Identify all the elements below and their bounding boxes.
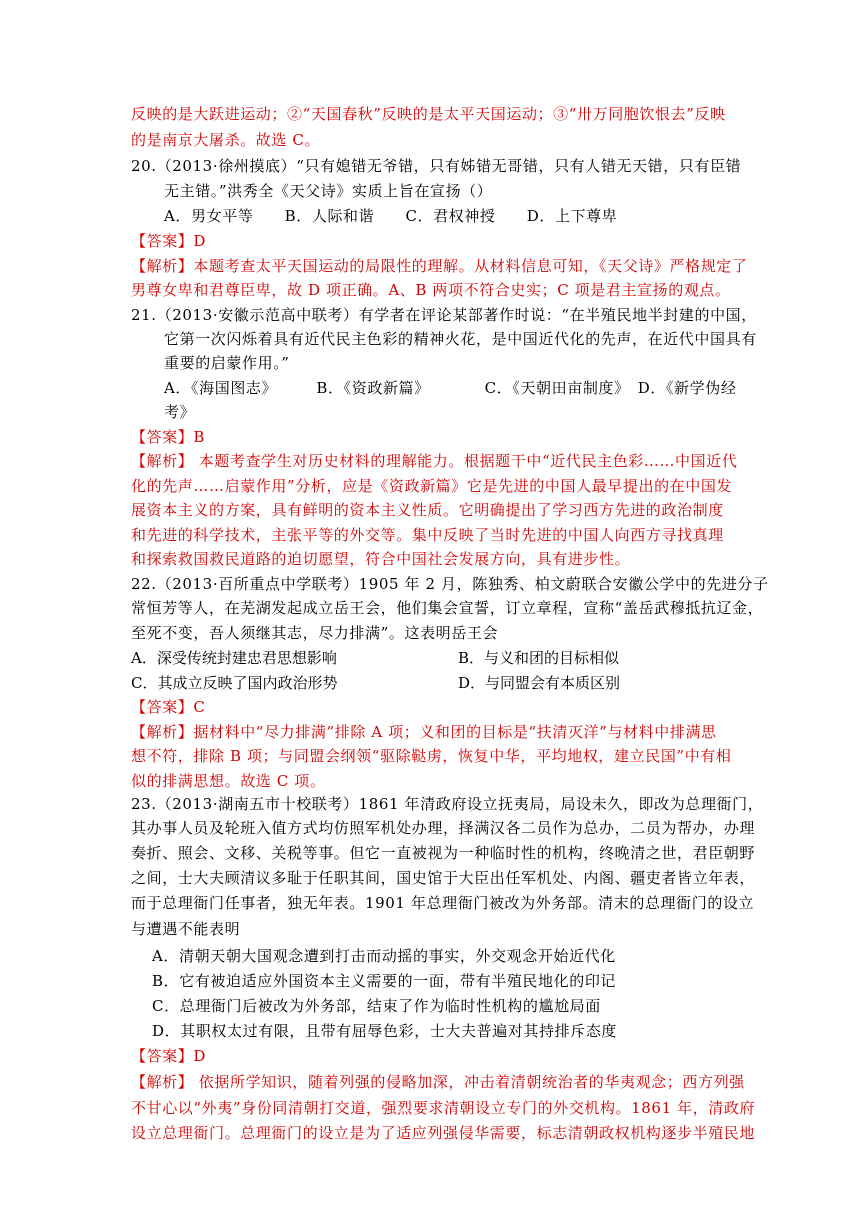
answer-explanation-line: 【答案】D <box>131 1047 207 1065</box>
question-text-line: 常恒芳等人，在芜湖发起成立岳王会，他们集会宣誓，订立章程，宣称“盖岳武穆抵抗辽金， <box>131 599 764 617</box>
question-text-line: 考》 <box>164 403 196 421</box>
question-text-line: 而于总理衙门任事者，独无年表。1901 年总理衙门被改为外务部。清末的总理衙门的设立 <box>131 894 755 912</box>
answer-explanation-line: 【答案】B <box>131 428 206 446</box>
answer-explanation-line: 不甘心以“外夷”身份同清朝打交道，强烈要求清朝设立专门的外交机构。1861 年，清政府 <box>131 1099 756 1117</box>
answer-explanation-line: 的是南京大屠杀。故选 C。 <box>131 131 321 149</box>
answer-explanation-line: 男尊女卑和君尊臣卑，故 D 项正确。A、B 两项不符合史实；C 项是君主宣扬的观点。 <box>131 281 731 299</box>
question-text-line: C．总理衙门后被改为外务部，结束了作为临时性机构的尴尬局面 <box>152 997 601 1015</box>
answer-explanation-line: 【解析】本题考查太平天国运动的局限性的理解。从材料信息可知，《天父诗》严格规定了 <box>131 257 748 275</box>
question-text-line: 它第一次闪烁着具有近代民主色彩的精神火花，是中国近代化的先声，在近代中国具有 <box>164 330 757 348</box>
answer-explanation-line: 【解析】 本题考查学生对历史材料的理解能力。根据题干中“近代民主色彩……中国近代 <box>131 452 738 470</box>
answer-explanation-line: 设立总理衙门。总理衙门的设立是为了适应列强侵华需要，标志清朝政权机构逐步半殖民地 <box>131 1124 756 1142</box>
question-text-line: 无主错。”洪秀全《天父诗》实质上旨在宣扬（） <box>164 182 493 200</box>
answer-explanation-line: 【答案】C <box>131 698 206 716</box>
answer-option: A．深受传统封建忠君思想影响 <box>131 649 337 667</box>
question-text-line: 奏折、照会、文移、关税等事。但它一直被视为一种临时性的机构，终晚清之世，君臣朝野 <box>131 844 756 862</box>
question-text-line: 其办事人员及轮班入值方式均仿照军机处办理，择满汉各二员作为总办，二员为帮办，办理 <box>131 819 756 837</box>
question-text-line: 21.（2013·安徽示范高中联考）有学者在评论某部著作时说：“在半殖民地半封建的中国， <box>131 306 757 324</box>
question-text-line: 与遭遇不能表明 <box>131 920 241 938</box>
answer-explanation-line: 【解析】 依据所学知识，随着列强的侵略加深，冲击着清朝统治者的华夷观念；西方列强 <box>131 1073 745 1091</box>
question-text-line: 22.（2013·百所重点中学联考）1905 年 2 月，陈独秀、柏文蔚联合安徽公学中的先进分子 <box>131 575 769 593</box>
answer-explanation-line: 想不符，排除 B 项；与同盟会纲领“驱除鞑虏，恢复中华，平均地权，建立民国”中有相 <box>131 747 732 765</box>
answer-explanation-line: 【答案】D <box>131 232 207 250</box>
question-text-line: A．清朝天朝大国观念遭到打击而动摇的事实，外交观念开始近代化 <box>152 947 616 965</box>
answer-explanation-line: 似的排满思想。故选 C 项。 <box>131 772 326 790</box>
answer-option: D．与同盟会有本质区别 <box>458 674 621 692</box>
question-text-line: 20.（2013·徐州摸底）“只有媳错无爷错，只有姊错无哥错，只有人错无天错，只有臣错 <box>131 157 742 175</box>
answer-explanation-line: 反映的是大跃进运动；②“天国春秋”反映的是太平天国运动；③“卅万同胞饮恨去”反映 <box>131 105 726 123</box>
question-text-line: B．它有被迫适应外国资本主义需要的一面，带有半殖民地化的印记 <box>152 972 617 990</box>
answer-option: C．其成立反映了国内政治形势 <box>131 674 338 692</box>
answer-explanation-line: 和探索救国救民道路的迫切愿望，符合中国社会发展方向，具有进步性。 <box>131 550 631 568</box>
answer-explanation-line: 和先进的科学技术，主张平等的外交等。集中反映了当时先进的中国人向西方寻找真理 <box>131 526 724 544</box>
answer-explanation-line: 化的先声……启蒙作用”分析，应是《资政新篇》它是先进的中国人最早提出的在中国发 <box>131 477 733 495</box>
question-text-line: A．《海国图志》 B．《资政新篇》 C．《天朝田亩制度》 D．《新学伪经 <box>164 379 737 397</box>
question-text-line: D．其职权太过有限，且带有屈辱色彩，士大夫普遍对其持排斥态度 <box>152 1022 618 1040</box>
answer-explanation-line: 展资本主义的方案，具有鲜明的资本主义性质。它明确提出了学习西方先进的政治制度 <box>131 501 724 519</box>
answer-option: B．与义和团的目标相似 <box>458 649 620 667</box>
question-text-line: A．男女平等 B．人际和谐 C．君权神授 D．上下尊卑 <box>164 207 618 225</box>
question-text-line: 23.（2013·湖南五市十校联考）1861 年清政府设立抚夷局，局设未久，即改为总理衙门， <box>131 795 764 813</box>
question-text-line: 之间，士大夫顾清议多耻于任职其间，国史馆于大臣出任军机处、内阁、疆吏者皆立年表， <box>131 869 756 887</box>
question-text-line: 至死不变，吾人须继其志，尽力排满”。这表明岳王会 <box>131 624 499 642</box>
question-text-line: 重要的启蒙作用。” <box>164 354 290 372</box>
answer-explanation-line: 【解析】据材料中“尽力排满”排除 A 项；义和团的目标是“扶清灭洋”与材料中排满思 <box>131 723 717 741</box>
